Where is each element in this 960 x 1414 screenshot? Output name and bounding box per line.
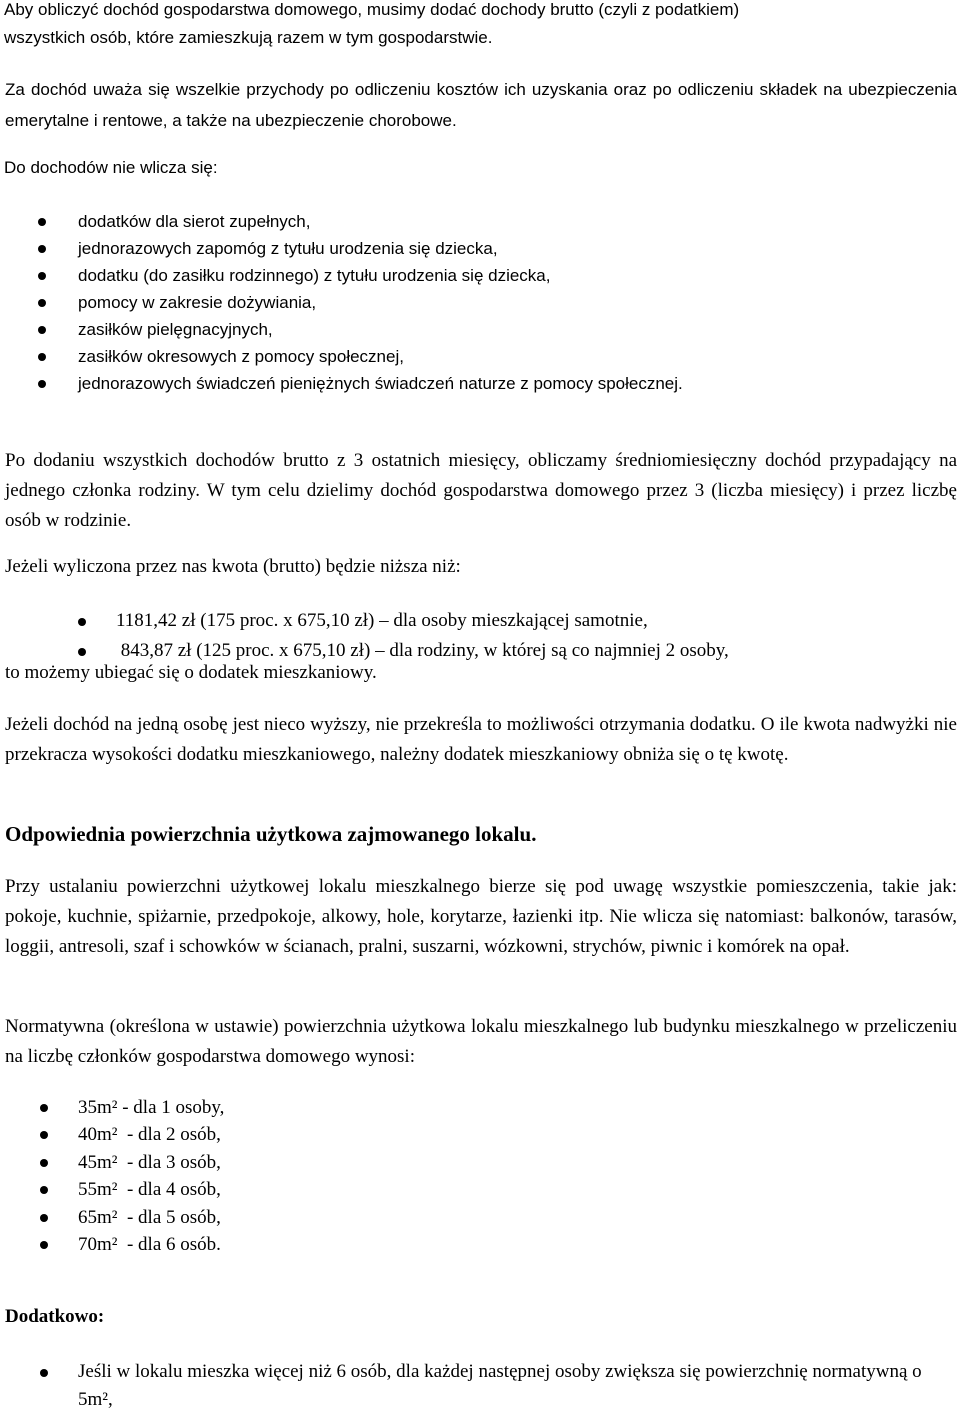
- bullet-icon: [38, 218, 46, 226]
- bullet-icon: [40, 1186, 48, 1194]
- list-item: 70m² - dla 6 osób.: [0, 1231, 960, 1258]
- bullet-icon: [38, 245, 46, 253]
- list-item: jednorazowych zapomóg z tytułu urodzenia się dziecka,: [0, 235, 960, 262]
- bullet-icon: [40, 1131, 48, 1139]
- additional-list: [0, 1358, 960, 1414]
- bullet-icon: [78, 648, 86, 656]
- normative-area-paragraph: Normatywna (określona w ustawie) powierzchnia użytkowa lokalu mieszkalnego lub budynku mieszkalnego w przeliczeniu na liczbę członków gospodarstwa domowego wynosi:: [5, 1016, 957, 1067]
- exclusions-intro: Do dochodów nie wlicza się:: [4, 158, 218, 177]
- eligibility-line: to możemy ubiegać się o dodatek mieszkaniowy.: [5, 662, 377, 683]
- income-definition-paragraph: Za dochód uważa się wszelkie przychody po odliczeniu kosztów ich uzyskania oraz po odliczeniu składek na ubezpieczenia emerytalne i rentowe, a także na ubezpieczenie chorobowe.: [5, 80, 957, 130]
- list-item: dodatków dla sierot zupełnych,: [0, 208, 960, 235]
- bullet-icon: [40, 1241, 48, 1249]
- list-item: pomocy w zakresie dożywiania,: [0, 289, 960, 316]
- average-income-paragraph: Po dodaniu wszystkich dochodów brutto z 3 ostatnich miesięcy, obliczamy średniomiesięczny dochód przypadający na jednego członka rodziny. W tym celu dzielimy dochód gospodarstwa domowego przez 3 (liczba miesięcy) i przez liczbę osób w rodzinie.: [5, 450, 957, 531]
- list-item: 1181,42 zł (175 proc. x 675,10 zł) – dla osoby mieszkającej samotnie,: [0, 606, 960, 636]
- list-item: 65m² - dla 5 osób,: [0, 1204, 960, 1231]
- intro-line-1: Aby obliczyć dochód gospodarstwa domowego, musimy dodać dochody brutto (czyli z podatkiem): [4, 0, 740, 19]
- normative-area-list: [0, 1094, 960, 1258]
- list-item: zasiłków okresowych z pomocy społecznej,: [0, 343, 960, 370]
- list-item: 55m² - dla 4 osób,: [0, 1176, 960, 1203]
- bullet-icon: [78, 618, 86, 626]
- list-item: 45m² - dla 3 osób,: [0, 1149, 960, 1176]
- list-item: jednorazowych świadczeń pieniężnych świadczeń naturze z pomocy społecznej.: [0, 370, 960, 397]
- list-item: 40m² - dla 2 osób,: [0, 1121, 960, 1148]
- excluded-income-list: [0, 208, 960, 397]
- list-item: zasiłków pielęgnacyjnych,: [0, 316, 960, 343]
- section-heading: Odpowiednia powierzchnia użytkowa zajmowanego lokalu.: [5, 822, 537, 846]
- surplus-paragraph: Jeżeli dochód na jedną osobę jest nieco wyższy, nie przekreśla to możliwości otrzymania dodatku. O ile kwota nadwyżki nie przekracza wysokości dodatku mieszkaniowego, należny dodatek mieszkaniowy obniża się o tę kwotę.: [5, 714, 957, 765]
- bullet-icon: [38, 272, 46, 280]
- bullet-icon: [40, 1104, 48, 1112]
- bullet-icon: [40, 1369, 48, 1377]
- threshold-list: [0, 606, 960, 666]
- bullet-icon: [38, 299, 46, 307]
- list-item: Jeśli w lokalu mieszka więcej niż 6 osób, dla każdej następnej osoby zwiększa się powierzchnię normatywną o 5m²,: [0, 1358, 958, 1414]
- threshold-intro: Jeżeli wyliczona przez nas kwota (brutto) będzie niższa niż:: [5, 556, 461, 577]
- bullet-icon: [40, 1159, 48, 1167]
- list-item: dodatku (do zasiłku rodzinnego) z tytułu urodzenia się dziecka,: [0, 262, 960, 289]
- bullet-icon: [38, 353, 46, 361]
- bullet-icon: [38, 326, 46, 334]
- additional-heading: Dodatkowo:: [5, 1306, 105, 1327]
- list-item: 843,87 zł (125 proc. x 675,10 zł) – dla rodziny, w której są co najmniej 2 osoby,: [0, 636, 960, 666]
- bullet-icon: [38, 380, 46, 388]
- intro-line-2: wszystkich osób, które zamieszkują razem w tym gospodarstwie.: [4, 28, 493, 47]
- list-item: 35m² - dla 1 osoby,: [0, 1094, 960, 1121]
- usable-area-paragraph: Przy ustalaniu powierzchni użytkowej lokalu mieszkalnego bierze się pod uwagę wszystkie pomieszczenia, takie jak: pokoje, kuchnie, spiżarnie, przedpokoje, alkowy, hole, korytarze, łazienki itp. Nie wlicza się natomiast: balkonów, tarasów, loggii, antresoli, szaf i schowków w ścianach, pralni, suszarni, wózkowni, strychów, piwnic i komórek na opał.: [5, 876, 957, 957]
- bullet-icon: [40, 1214, 48, 1222]
